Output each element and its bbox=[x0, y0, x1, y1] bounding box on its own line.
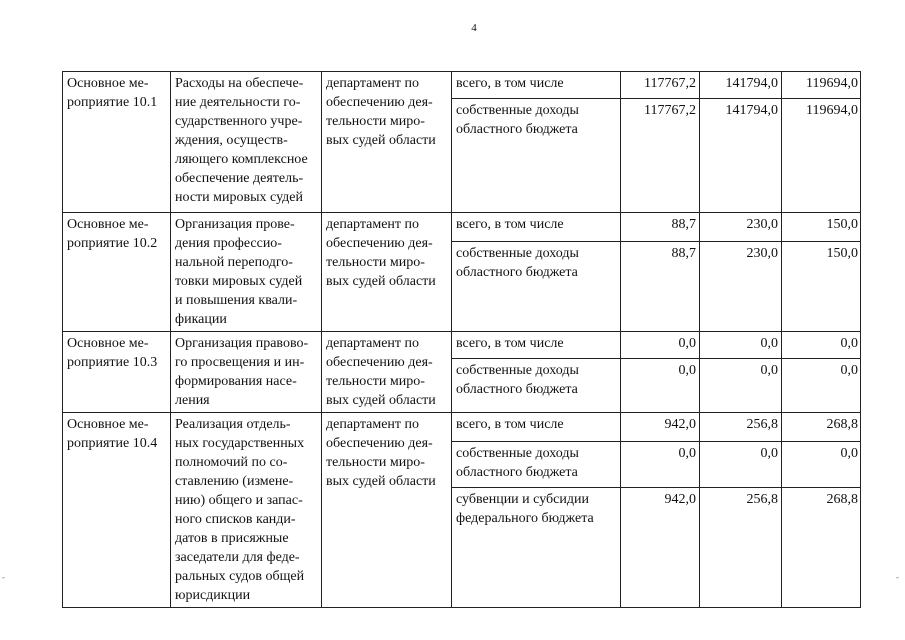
amount-cell: 119694,0 bbox=[782, 72, 861, 99]
description-cell: Реализация отдель- ных государственных полномочий по со- ставлению (измене- нию) общего и запас- ного списков канди- датов в присяжные заседатели для феде- ральных судов общей юрисдикции bbox=[171, 413, 322, 608]
left-edge-mark: - bbox=[2, 572, 5, 582]
funding-source-cell: всего, в том числе bbox=[452, 72, 621, 99]
amount-cell: 230,0 bbox=[700, 213, 782, 242]
amount-cell: 0,0 bbox=[621, 442, 700, 488]
amount-cell: 0,0 bbox=[782, 332, 861, 359]
funding-source-cell: собственные доходы областного бюджета bbox=[452, 359, 621, 413]
executor-cell: департамент по обеспечению дея- тельности миро- вых судей области bbox=[322, 332, 452, 413]
funding-source-cell: всего, в том числе bbox=[452, 332, 621, 359]
amount-cell: 0,0 bbox=[782, 359, 861, 413]
amount-cell: 0,0 bbox=[700, 442, 782, 488]
description-cell: Организация прове- дения профессио- нальной переподго- товки мировых судей и повышения квали- фикации bbox=[171, 213, 322, 332]
description-cell: Организация правово- го просвещения и ин- формирования насе- ления bbox=[171, 332, 322, 413]
amount-cell: 88,7 bbox=[621, 241, 700, 331]
funding-source-cell: собственные доходы областного бюджета bbox=[452, 442, 621, 488]
funding-source-cell: собственные доходы областного бюджета bbox=[452, 241, 621, 331]
funding-table bbox=[62, 71, 861, 608]
amount-cell: 230,0 bbox=[700, 241, 782, 331]
table-row bbox=[63, 332, 861, 359]
amount-cell: 117767,2 bbox=[621, 99, 700, 213]
right-edge-mark: - bbox=[896, 572, 899, 582]
table-row bbox=[63, 213, 861, 242]
funding-source-cell: всего, в том числе bbox=[452, 413, 621, 442]
amount-cell: 150,0 bbox=[782, 241, 861, 331]
amount-cell: 141794,0 bbox=[700, 99, 782, 213]
measure-cell: Основное ме- роприятие 10.4 bbox=[63, 413, 171, 608]
description-cell: Расходы на обеспече- ние деятельности го- сударственного учре- ждения, осуществ- ляющего комплексное обеспечение деятель- ности мировых судей bbox=[171, 72, 322, 213]
measure-cell: Основное ме- роприятие 10.3 bbox=[63, 332, 171, 413]
measure-cell: Основное ме- роприятие 10.2 bbox=[63, 213, 171, 332]
amount-cell: 117767,2 bbox=[621, 72, 700, 99]
amount-cell: 942,0 bbox=[621, 488, 700, 608]
amount-cell: 0,0 bbox=[621, 332, 700, 359]
table-row bbox=[63, 72, 861, 99]
funding-source-cell: всего, в том числе bbox=[452, 213, 621, 242]
amount-cell: 256,8 bbox=[700, 488, 782, 608]
executor-cell: департамент по обеспечению дея- тельности миро- вых судей области bbox=[322, 72, 452, 213]
funding-source-cell: субвенции и субсидии федерального бюджета bbox=[452, 488, 621, 608]
amount-cell: 141794,0 bbox=[700, 72, 782, 99]
measure-cell: Основное ме- роприятие 10.1 bbox=[63, 72, 171, 213]
amount-cell: 0,0 bbox=[621, 359, 700, 413]
amount-cell: 256,8 bbox=[700, 413, 782, 442]
amount-cell: 942,0 bbox=[621, 413, 700, 442]
amount-cell: 268,8 bbox=[782, 488, 861, 608]
executor-cell: департамент по обеспечению дея- тельности миро- вых судей области bbox=[322, 213, 452, 332]
page-number: 4 bbox=[471, 22, 477, 34]
amount-cell: 0,0 bbox=[782, 442, 861, 488]
amount-cell: 0,0 bbox=[700, 332, 782, 359]
executor-cell: департамент по обеспечению дея- тельности миро- вых судей области bbox=[322, 413, 452, 608]
amount-cell: 150,0 bbox=[782, 213, 861, 242]
funding-source-cell: собственные доходы областного бюджета bbox=[452, 99, 621, 213]
table-row bbox=[63, 413, 861, 442]
amount-cell: 119694,0 bbox=[782, 99, 861, 213]
amount-cell: 268,8 bbox=[782, 413, 861, 442]
amount-cell: 0,0 bbox=[700, 359, 782, 413]
amount-cell: 88,7 bbox=[621, 213, 700, 242]
